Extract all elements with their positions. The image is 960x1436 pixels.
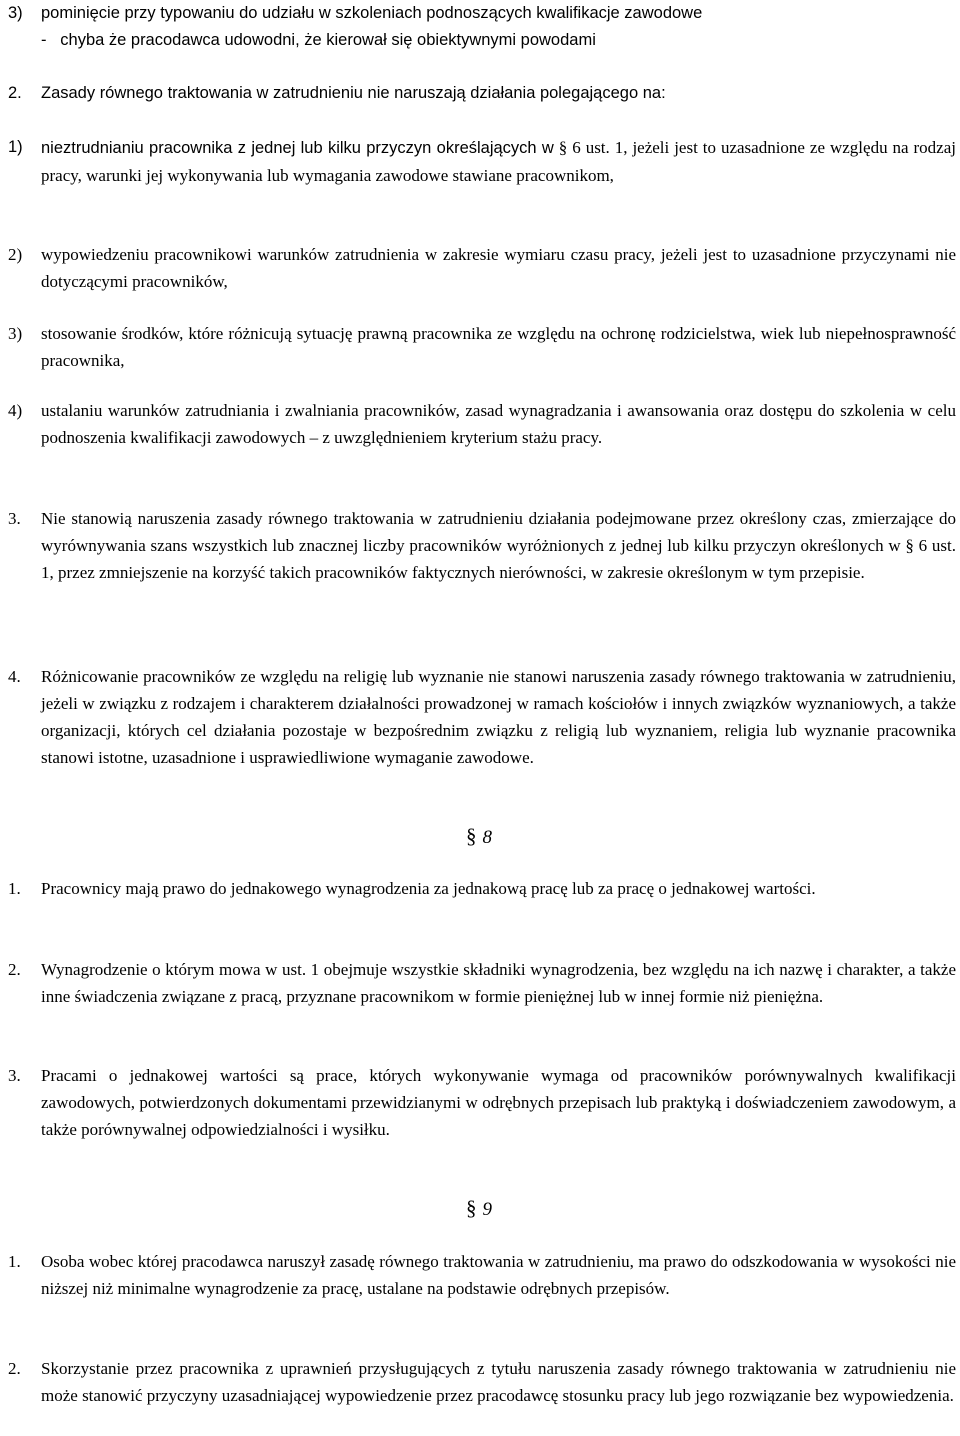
paragraph-number: 3. [8,1066,21,1085]
paragraph-text: Pracownicy mają prawo do jednakowego wynagrodzenia za jednakową pracę lub za pracę o jednakowej wartości. [41,879,816,898]
paragraph-text: Osoba wobec której pracodawca naruszył zasadę równego traktowania w zatrudnieniu, ma prawo do odszkodowania w wysokości nie niższej niż minimalne wynagrodzenie za pracę, ustalane na podstawie odrębnych przepisów. [41,1252,956,1298]
list-item [8,134,956,189]
paragraph-text: Różnicowanie pracowników ze względu na religię lub wyznanie nie stanowi naruszenia zasady równego traktowania w zatrudnieniu, jeżeli w związku z rodzajem i charakterem działalności prowadzonej w ramach kościołów i innych związków wyznaniowych, a także organizacji, których cel działania pozostaje w bezpośrednim związku z religią lub wyznaniem, religia lub wyznanie pracownika stanowi istotne, uzasadnione i usprawiedliwione wymaganie zawodowe. [41,667,956,767]
list-item-number: 3) [8,4,23,22]
paragraph [8,80,956,107]
list-item-number: 1) [8,138,23,156]
list-item-number: 4) [8,401,23,420]
section-symbol: § [466,824,477,848]
list-item-text: ustalaniu warunków zatrudniania i zwalniania pracowników, zasad wynagradzania i awansowania oraz dostępu do szkolenia w celu podnoszenia kwalifikacji zawodowych – z uwzględnieniem kryterium stażu pracy. [41,401,956,447]
section-symbol: § [466,1196,477,1220]
paragraph-number: 1. [8,879,21,898]
list-item [8,320,956,374]
list-item-text: stosowanie środków, które różnicują sytuację prawną pracownika ze względu na ochronę rodzicielstwa, wiek lub niepełnosprawność pracownika, [41,324,956,370]
section-heading-8 [466,823,492,851]
list-item-text-sans: nieztrudnianiu pracownika z jednej lub kilku przyczyn określających w [41,139,554,157]
list-item [8,241,956,295]
list-item-number: 3) [8,324,23,343]
paragraph-number: 2. [8,84,22,102]
dash: - [41,31,47,49]
continuation-text: chyba że pracodawca udowodni, że kierował się obiektywnymi powodami [60,31,596,49]
paragraph [8,1062,956,1143]
paragraph [8,1355,956,1409]
list-item-text: wypowiedzeniu pracownikowi warunków zatrudnienia w zakresie wymiaru czasu pracy, jeżeli jest to uzasadnione przyczynami nie dotyczącymi pracowników, [41,245,956,291]
list-item-number: 2) [8,245,23,264]
continuation-line [41,27,956,54]
paragraph [8,1248,956,1302]
intro-list-item [8,0,956,27]
list-item [8,397,956,451]
paragraph-text: Pracami o jednakowej wartości są prace, których wykonywanie wymaga od pracowników porównywalnych kwalifikacji zawodowych, potwierdzonych dokumentami przewidzianymi w odrębnych przepisach lub praktyką i doświadczeniem zawodowym, a także porównywalnej odpowiedzialności i wysiłku. [41,1066,956,1139]
paragraph-text: Wynagrodzenie o którym mowa w ust. 1 obejmuje wszystkie składniki wynagrodzenia, bez względu na ich nazwę i charakter, a także inne świadczenia związane z pracą, przyznane pracownikom w formie pieniężnej lub w innej formie niż pieniężna. [41,960,956,1006]
paragraph-number: 2. [8,960,21,979]
intro-continuation [8,27,956,54]
paragraph-text: Nie stanowią naruszenia zasady równego traktowania w zatrudnieniu działania podejmowane przez określony czas, zmierzające do wyrównywania szans wszystkich lub znacznej liczby pracowników wyróżnionych z jednej lub kilku przyczyn określonych w § 6 ust. 1, przez zmniejszenie na korzyść takich pracowników faktycznych nierówności, w zakresie określonym w tym przepisie. [41,509,956,582]
section-number: 9 [482,1199,492,1220]
section-heading-9 [466,1195,492,1223]
paragraph-number: 2. [8,1359,21,1378]
list-item-text: pominięcie przy typowaniu do udziału w szkoleniach podnoszących kwalifikacje zawodowe [41,4,703,22]
section-number: 8 [482,827,492,848]
paragraph-text: Zasady równego traktowania w zatrudnieniu nie naruszają działania polegającego na: [41,84,666,102]
paragraph [8,875,956,902]
paragraph-number: 3. [8,509,21,528]
paragraph [8,505,956,586]
paragraph-text: Skorzystanie przez pracownika z uprawnień przysługujących z tytułu naruszenia zasady równego traktowania w zatrudnieniu nie może stanowić przyczyny uzasadniającej wypowiedzenie przez pracodawcę stosunku pracy lub jego rozwiązanie bez wypowiedzenia. [41,1359,956,1405]
paragraph [8,956,956,1010]
paragraph-number: 1. [8,1252,21,1271]
list-item-text-serif: § 6 ust. 1, jeżeli jest to uzasadnione ze względu na rodzaj pracy, warunki jej wykonywania lub wymagania zawodowe stawiane pracownikom, [41,138,956,185]
paragraph-number: 4. [8,667,21,686]
paragraph [8,663,956,771]
list-item-text [41,134,956,189]
